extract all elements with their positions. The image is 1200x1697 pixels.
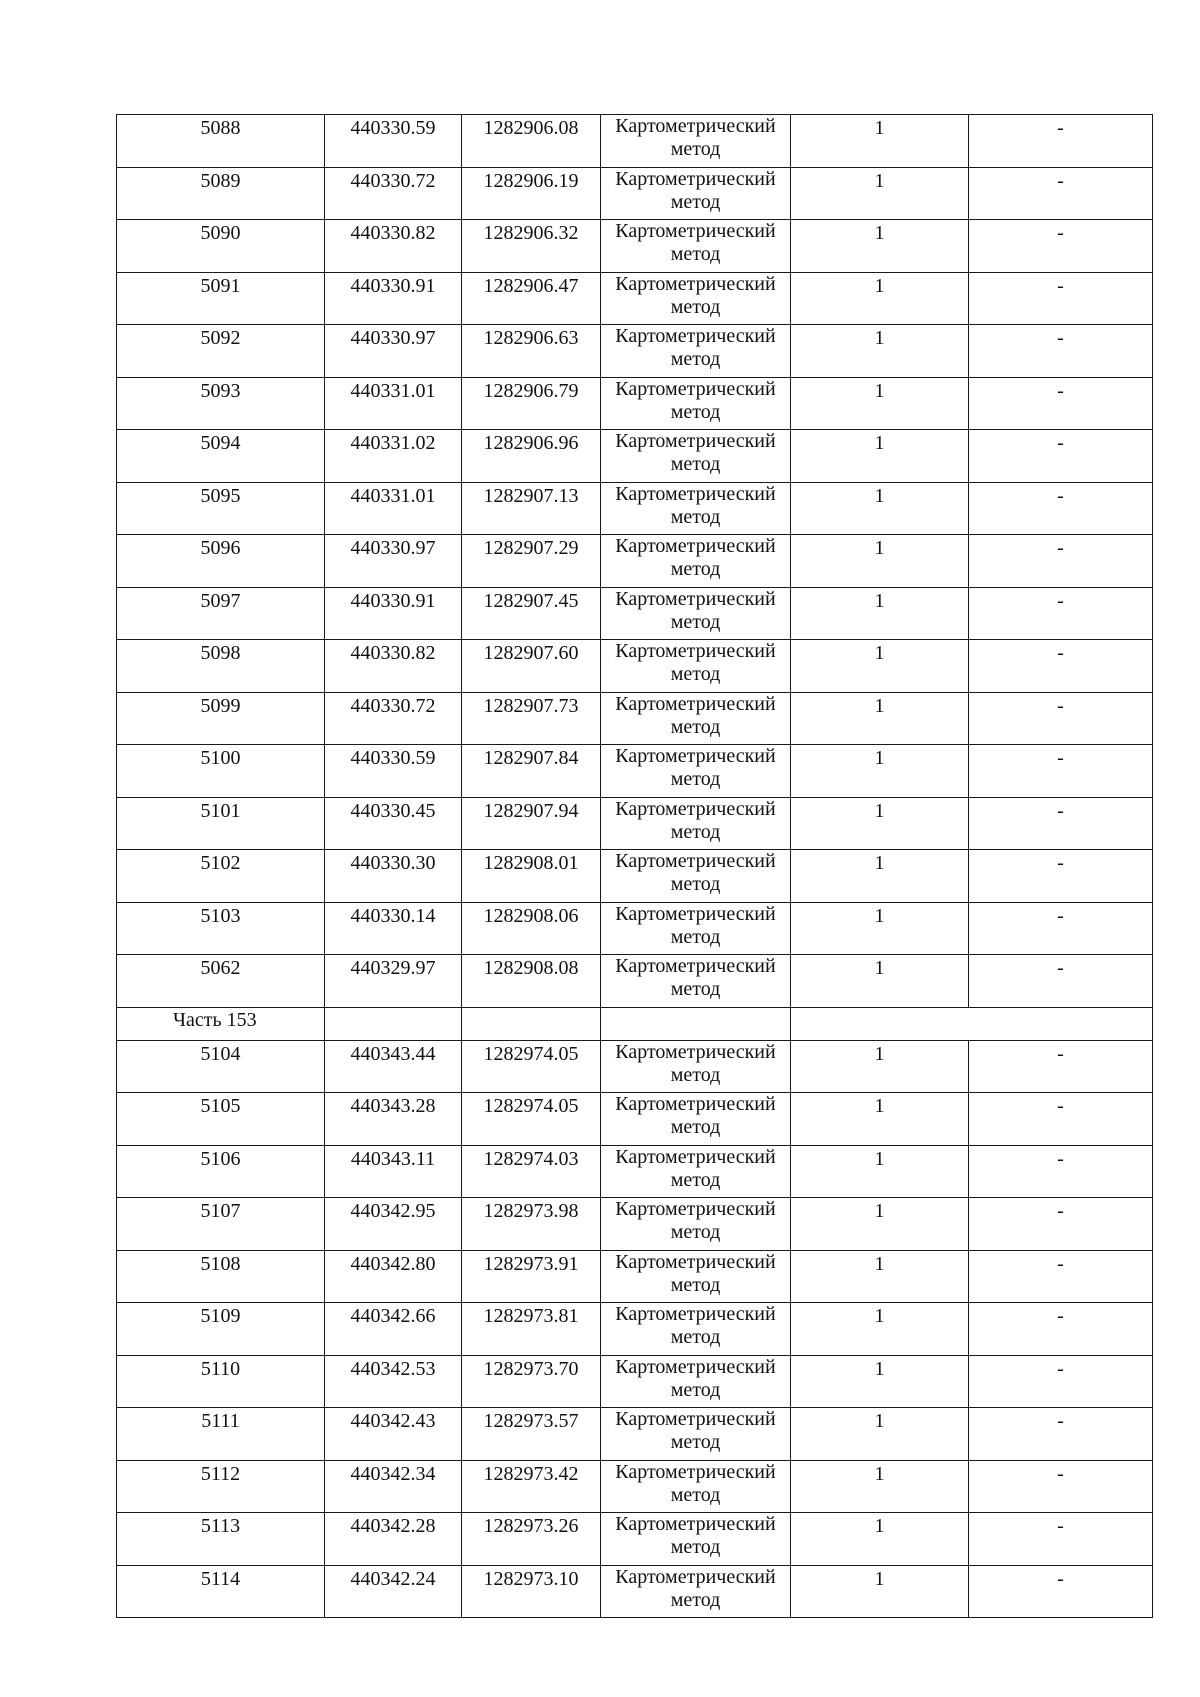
method-cell [601,167,791,220]
table-row [117,220,1153,273]
description-cell: - [969,955,1153,1008]
description-cell: - [969,850,1153,903]
method-line: метод [670,1221,721,1243]
description-cell: - [969,797,1153,850]
error-cell: 1 [791,1250,969,1303]
y-coordinate-cell: 1282907.73 [462,692,601,745]
method-line: Картометрический [615,692,776,715]
x-coordinate-cell: 440331.01 [325,482,462,535]
x-coordinate-cell: 440330.82 [325,640,462,693]
error-cell: 1 [791,430,969,483]
table-row [117,850,1153,903]
method-cell [601,797,791,850]
method-line: Картометрический [615,1513,776,1535]
y-coordinate-cell: 1282974.03 [462,1145,601,1198]
method-cell [601,1040,791,1093]
error-cell: 1 [791,1565,969,1618]
table-row [117,745,1153,798]
method-line: метод [670,610,721,633]
point-number-cell: 5096 [117,535,325,588]
method-line: Картометрический [615,902,776,925]
y-coordinate-cell: 1282974.05 [462,1040,601,1093]
table-row [117,535,1153,588]
method-cell [601,1460,791,1513]
method-cell [601,220,791,273]
x-coordinate-cell: 440330.82 [325,220,462,273]
method-cell [601,1198,791,1251]
description-cell: - [969,482,1153,535]
method-cell [601,692,791,745]
method-cell [601,1513,791,1566]
method-cell [601,955,791,1008]
error-cell: 1 [791,1093,969,1146]
error-cell: 1 [791,325,969,378]
coordinates-table [116,114,1153,1618]
table-row [117,692,1153,745]
method-line: метод [670,138,721,160]
y-coordinate-cell: 1282907.45 [462,587,601,640]
x-coordinate-cell: 440331.01 [325,377,462,430]
x-coordinate-cell: 440330.97 [325,535,462,588]
description-cell: - [969,272,1153,325]
point-number-cell: 5099 [117,692,325,745]
y-coordinate-cell: 1282906.08 [462,115,601,168]
empty-cell [791,1007,1153,1040]
method-cell [601,272,791,325]
error-cell: 1 [791,1303,969,1356]
point-number-cell: 5098 [117,640,325,693]
x-coordinate-cell: 440330.72 [325,167,462,220]
method-line: метод [670,925,721,948]
point-number-cell: 5088 [117,115,325,168]
method-line: Картометрический [615,482,776,505]
error-cell: 1 [791,1040,969,1093]
method-line: метод [670,1483,721,1506]
method-line: Картометрический [615,430,776,452]
method-cell [601,325,791,378]
error-cell: 1 [791,1145,969,1198]
description-cell: - [969,535,1153,588]
y-coordinate-cell: 1282906.47 [462,272,601,325]
description-cell: - [969,325,1153,378]
description-cell: - [969,587,1153,640]
error-cell: 1 [791,220,969,273]
method-cell [601,535,791,588]
description-cell: - [969,1040,1153,1093]
description-cell: - [969,1513,1153,1566]
description-cell: - [969,1565,1153,1618]
table-row [117,1093,1153,1146]
y-coordinate-cell: 1282973.10 [462,1565,601,1618]
error-cell: 1 [791,1355,969,1408]
error-cell: 1 [791,272,969,325]
point-number-cell: 5113 [117,1513,325,1566]
method-line: метод [670,1116,721,1138]
table-row [117,115,1153,168]
y-coordinate-cell: 1282907.60 [462,640,601,693]
description-cell: - [969,167,1153,220]
x-coordinate-cell: 440330.91 [325,587,462,640]
point-number-cell: 5100 [117,745,325,798]
x-coordinate-cell: 440342.66 [325,1303,462,1356]
method-line: Картометрический [615,272,776,295]
y-coordinate-cell: 1282907.13 [462,482,601,535]
method-cell [601,1145,791,1198]
method-line: Картометрический [615,1408,776,1430]
y-coordinate-cell: 1282906.32 [462,220,601,273]
x-coordinate-cell: 440329.97 [325,955,462,1008]
table-row [117,167,1153,220]
point-number-cell: 5110 [117,1355,325,1408]
method-line: метод [670,1378,721,1401]
y-coordinate-cell: 1282906.96 [462,430,601,483]
y-coordinate-cell: 1282973.57 [462,1408,601,1461]
method-line: метод [670,663,721,685]
method-line: Картометрический [615,1250,776,1273]
method-cell [601,640,791,693]
method-cell [601,1565,791,1618]
table-row [117,1198,1153,1251]
method-line: Картометрический [615,640,776,662]
y-coordinate-cell: 1282906.79 [462,377,601,430]
empty-cell [462,1007,601,1040]
error-cell: 1 [791,1460,969,1513]
point-number-cell: 5092 [117,325,325,378]
method-line: метод [670,1431,721,1453]
point-number-cell: 5101 [117,797,325,850]
description-cell: - [969,1355,1153,1408]
point-number-cell: 5094 [117,430,325,483]
point-number-cell: 5112 [117,1460,325,1513]
method-line: Картометрический [615,1355,776,1378]
method-cell [601,850,791,903]
table-row [117,797,1153,850]
x-coordinate-cell: 440343.28 [325,1093,462,1146]
method-line: метод [670,1168,721,1191]
method-line: метод [670,1063,721,1086]
y-coordinate-cell: 1282908.06 [462,902,601,955]
point-number-cell: 5108 [117,1250,325,1303]
method-cell [601,902,791,955]
error-cell: 1 [791,587,969,640]
x-coordinate-cell: 440342.80 [325,1250,462,1303]
method-cell [601,1408,791,1461]
description-cell: - [969,902,1153,955]
y-coordinate-cell: 1282973.91 [462,1250,601,1303]
error-cell: 1 [791,377,969,430]
point-number-cell: 5090 [117,220,325,273]
error-cell: 1 [791,902,969,955]
x-coordinate-cell: 440331.02 [325,430,462,483]
x-coordinate-cell: 440342.95 [325,1198,462,1251]
y-coordinate-cell: 1282973.70 [462,1355,601,1408]
empty-cell [601,1007,791,1040]
x-coordinate-cell: 440342.24 [325,1565,462,1618]
y-coordinate-cell: 1282973.42 [462,1460,601,1513]
y-coordinate-cell: 1282907.29 [462,535,601,588]
table-row [117,272,1153,325]
method-line: Картометрический [615,535,776,557]
x-coordinate-cell: 440330.97 [325,325,462,378]
method-line: Картометрический [615,587,776,610]
description-cell: - [969,1250,1153,1303]
y-coordinate-cell: 1282973.98 [462,1198,601,1251]
point-number-cell: 5062 [117,955,325,1008]
y-coordinate-cell: 1282908.08 [462,955,601,1008]
method-line: метод [670,978,721,1000]
table-row [117,1303,1153,1356]
method-cell [601,1355,791,1408]
method-line: Картометрический [615,1145,776,1168]
method-cell [601,115,791,168]
description-cell: - [969,220,1153,273]
method-line: метод [670,295,721,318]
method-line: метод [670,768,721,790]
x-coordinate-cell: 440342.43 [325,1408,462,1461]
method-cell [601,377,791,430]
y-coordinate-cell: 1282973.81 [462,1303,601,1356]
error-cell: 1 [791,797,969,850]
y-coordinate-cell: 1282973.26 [462,1513,601,1566]
table-row [117,1355,1153,1408]
table-row [117,1145,1153,1198]
method-line: метод [670,558,721,580]
x-coordinate-cell: 440342.34 [325,1460,462,1513]
point-number-cell: 5105 [117,1093,325,1146]
method-cell [601,1250,791,1303]
error-cell: 1 [791,745,969,798]
table-row [117,325,1153,378]
description-cell: - [969,430,1153,483]
point-number-cell: 5104 [117,1040,325,1093]
point-number-cell: 5114 [117,1565,325,1618]
description-cell: - [969,640,1153,693]
table-row [117,1250,1153,1303]
table-row [117,902,1153,955]
description-cell: - [969,1408,1153,1461]
x-coordinate-cell: 440342.53 [325,1355,462,1408]
point-number-cell: 5097 [117,587,325,640]
error-cell: 1 [791,692,969,745]
table-row [117,1408,1153,1461]
x-coordinate-cell: 440343.11 [325,1145,462,1198]
method-line: Картометрический [615,1093,776,1115]
error-cell: 1 [791,1198,969,1251]
method-line: метод [670,243,721,265]
method-line: метод [670,715,721,738]
method-line: метод [670,400,721,423]
error-cell: 1 [791,1408,969,1461]
method-line: метод [670,505,721,528]
method-cell [601,587,791,640]
method-line: метод [670,453,721,475]
method-line: метод [670,820,721,843]
part-label: Часть 153 [117,1007,325,1040]
y-coordinate-cell: 1282906.63 [462,325,601,378]
table-row [117,377,1153,430]
point-number-cell: 5106 [117,1145,325,1198]
method-line: метод [670,348,721,370]
x-coordinate-cell: 440330.91 [325,272,462,325]
method-cell [601,482,791,535]
error-cell: 1 [791,115,969,168]
x-coordinate-cell: 440330.72 [325,692,462,745]
error-cell: 1 [791,850,969,903]
method-line: Картометрический [615,850,776,872]
error-cell: 1 [791,955,969,1008]
method-line: Картометрический [615,955,776,977]
point-number-cell: 5107 [117,1198,325,1251]
table-row [117,482,1153,535]
point-number-cell: 5095 [117,482,325,535]
method-line: метод [670,190,721,213]
method-cell [601,745,791,798]
description-cell: - [969,1198,1153,1251]
point-number-cell: 5103 [117,902,325,955]
table-row [117,1460,1153,1513]
method-line: метод [670,1326,721,1348]
part-header-row [117,1007,1153,1040]
method-line: Картометрический [615,745,776,767]
description-cell: - [969,115,1153,168]
table-row [117,1040,1153,1093]
method-line: метод [670,1273,721,1296]
description-cell: - [969,745,1153,798]
x-coordinate-cell: 440330.59 [325,115,462,168]
x-coordinate-cell: 440343.44 [325,1040,462,1093]
table-row [117,955,1153,1008]
method-line: Картометрический [615,1565,776,1588]
description-cell: - [969,1145,1153,1198]
description-cell: - [969,1093,1153,1146]
y-coordinate-cell: 1282908.01 [462,850,601,903]
description-cell: - [969,1460,1153,1513]
table-row [117,640,1153,693]
method-line: Картометрический [615,115,776,137]
error-cell: 1 [791,535,969,588]
point-number-cell: 5089 [117,167,325,220]
method-line: Картометрический [615,220,776,242]
table-row [117,587,1153,640]
method-line: Картометрический [615,797,776,820]
method-line: Картометрический [615,1460,776,1483]
error-cell: 1 [791,482,969,535]
point-number-cell: 5111 [117,1408,325,1461]
x-coordinate-cell: 440330.30 [325,850,462,903]
method-line: метод [670,873,721,895]
empty-cell [325,1007,462,1040]
method-line: Картометрический [615,377,776,400]
description-cell: - [969,692,1153,745]
x-coordinate-cell: 440330.45 [325,797,462,850]
y-coordinate-cell: 1282907.94 [462,797,601,850]
description-cell: - [969,1303,1153,1356]
method-line: метод [670,1536,721,1558]
x-coordinate-cell: 440330.14 [325,902,462,955]
table-row [117,1513,1153,1566]
method-cell [601,1303,791,1356]
method-line: Картометрический [615,325,776,347]
table-row [117,430,1153,483]
method-line: Картометрический [615,1303,776,1325]
x-coordinate-cell: 440330.59 [325,745,462,798]
table-row [117,1565,1153,1618]
point-number-cell: 5102 [117,850,325,903]
description-cell: - [969,377,1153,430]
y-coordinate-cell: 1282907.84 [462,745,601,798]
method-line: Картометрический [615,167,776,190]
y-coordinate-cell: 1282974.05 [462,1093,601,1146]
error-cell: 1 [791,640,969,693]
error-cell: 1 [791,1513,969,1566]
method-line: Картометрический [615,1040,776,1063]
method-cell [601,1093,791,1146]
point-number-cell: 5091 [117,272,325,325]
method-cell [601,430,791,483]
point-number-cell: 5109 [117,1303,325,1356]
x-coordinate-cell: 440342.28 [325,1513,462,1566]
y-coordinate-cell: 1282906.19 [462,167,601,220]
coordinates-table-body [117,115,1153,1618]
point-number-cell: 5093 [117,377,325,430]
method-line: метод [670,1588,721,1611]
error-cell: 1 [791,167,969,220]
method-line: Картометрический [615,1198,776,1220]
